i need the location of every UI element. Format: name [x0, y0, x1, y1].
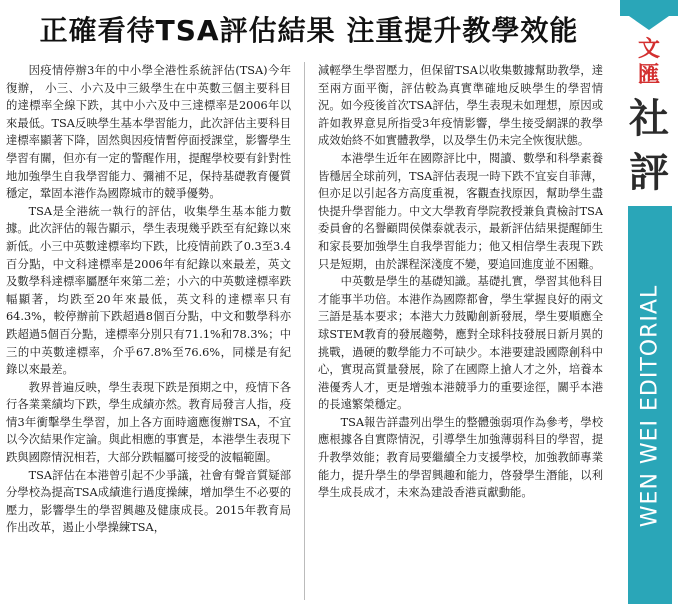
- paragraph: TSA報告詳盡列出學生的整體強弱項作為參考，學校應根據各自實際情況，引導學生加強薄弱科目的學習，提升教學效能；教育局要繼續全力支援學校，加強教師專業能力，提升學生的學習興趣和能力，啓發學生潛能，以利學生成長成才，未來為建設香港貢獻動能。: [318, 415, 603, 500]
- article-column-left: [6, 62, 291, 602]
- paragraph: 中英數是學生的基礎知識。基礎扎實，學習其他科目才能事半功倍。本港作為國際都會，學生掌握良好的兩文三語是基本要求；本港大力鼓勵創新發展，學生要順應全球STEM教育的發展趨勢，應對全球科技發展日新月異的挑戰，過硬的數學能力不可缺少。本港要建設國際創科中心，實現高質量發展，除了在國際上搶人才之外，培養本港優秀人才，更是增強本港競爭力的重要途徑，關乎本港的長遠繁榮穩定。: [318, 275, 603, 412]
- badge-english-text: WEN WEI EDITORIAL: [637, 284, 663, 528]
- badge-mark: 文: [637, 37, 660, 62]
- badge-mark: 匯: [637, 63, 660, 88]
- paragraph: 教界普遍反映，學生表現下跌是預期之中，疫情下各行各業業績均下跌，學生成績亦然。教育局發言人指，疫情3年衝擊學生學習，加上各方面時適應復辦TSA，不宜以今次結果作定論。與此相應的事實是，本港學生表現下跌與國際情況相若，大部分跌幅屬可接受的波幅範圍。: [6, 380, 291, 465]
- badge-pointer: [629, 16, 669, 30]
- column-divider: [304, 62, 305, 600]
- paragraph: TSA評估在本港曾引起不少爭議，社會有聲音質疑部分學校為提高TSA成績進行過度操練，增加學生不必要的壓力，影響學生的學習興趣及健康成長。2015年教育局作出改革，遏止小學操練TSA，: [6, 468, 291, 535]
- paragraph: 因疫情停辦3年的中小學全港性系統評估(TSA)今年復辦， 小三、小六及中三級學生在中英數三個主要科目的達標率全線下跌，其中小六及中三達標率是2006年以來最低。TSA反映學生基本學習能力，此次評估主要科目達標率顯著下降，固然與因疫情暫停面授課堂，影響學生學習有關，但亦有一定的警醒作用，提醒學校要有針對性地加強學生自我學習能力、彌補不足，保持基礎教育優質穩定，鞏固本港作為國際城市的競爭優勢。: [6, 64, 291, 201]
- badge-top-bar: [620, 0, 678, 16]
- badge-title: 評: [629, 149, 669, 196]
- article-column-right: [318, 62, 603, 602]
- headline: 正確看待TSA評估結果 注重提升教學效能: [39, 14, 579, 47]
- editorial-badge: [620, 0, 678, 604]
- paragraph: TSA是全港統一執行的評估，收集學生基本能力數據。此次評估的報告顯示，學生表現幾乎跌至有紀錄以來新低。小三中英數達標率均下跌，比疫情前跌了0.3至3.4百分點，中文科達標率是2006年有紀錄以來最差，英文及數學科達標率屬歷年來第二差；小六的中英數達標率跌幅顯著，均跌至20年來最低，英文科的達標率只有64.3%，較停辦前下跌超過8個百分點，中文和數學科亦跌超過5個百分點，達標率分別只有71.1%和78.3%；中三的中英數達標率，介乎67.8%至76.6%，同樣是有紀錄以來最差。: [6, 204, 291, 377]
- paragraph: 減輕學生學習壓力，但保留TSA以收集數據幫助教學，達至兩方面平衡，評估較為真實準確地反映學生的學習情況。如今疫後首次TSA評估，學生表現未如理想，原因或許如教界意見所指受3年疫情影響，學生接受網課的教學成效始終不如實體教學，以及學生仍未完全恢復狀態。: [318, 64, 603, 148]
- paragraph: 本港學生近年在國際評比中，閱讀、數學和科學素養皆穩居全球前列，TSA評估表現一時下跌不宜妄自菲薄，但亦足以引起各方高度重視，客觀查找原因，幫助學生盡快提升學習能力。中文大學教育學院教授兼負責檢討TSA委員會的名譽顧問侯傑泰就表示，最新評估結果提醒師生和家長要加強學生自我學習能力；他又相信學生表現下跌只是短期，由於課程深淺度不變，要追回進度並不困難。: [318, 151, 603, 271]
- badge-title: 社: [629, 95, 669, 142]
